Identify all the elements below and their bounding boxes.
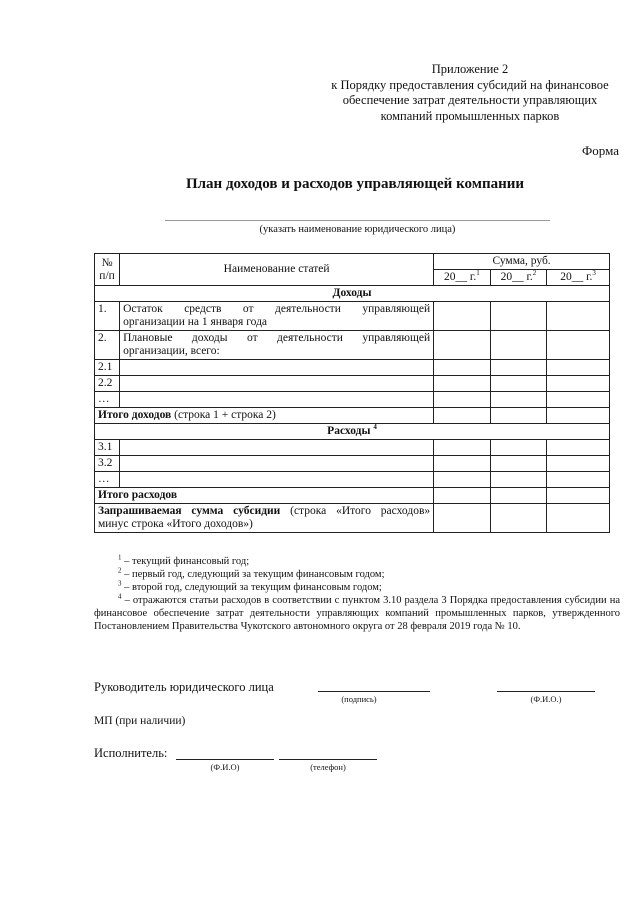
form-label: Форма: [582, 143, 619, 158]
value-cell[interactable]: [434, 360, 491, 376]
value-cell[interactable]: [490, 504, 547, 533]
appendix-header: [300, 62, 640, 124]
requested-subsidy-row: [95, 504, 610, 533]
phone-line[interactable]: [279, 759, 377, 760]
executor-fio-line[interactable]: [176, 759, 274, 760]
row-num: 3.1: [95, 440, 120, 456]
value-cell[interactable]: [547, 408, 610, 424]
signature-caption: (подпись): [341, 694, 377, 704]
row-label[interactable]: [120, 376, 434, 392]
head-fio-caption: (Ф.И.О.): [530, 694, 562, 704]
value-cell[interactable]: [490, 408, 547, 424]
footnote: $^2$ – первый год, следующий за текущим финансовым годом;: [118, 566, 385, 580]
value-cell[interactable]: [490, 392, 547, 408]
value-cell[interactable]: [547, 302, 610, 331]
table-row: [95, 376, 610, 392]
value-cell[interactable]: [490, 472, 547, 488]
total-income-label: Итого доходов (строка 1 + строка 2): [95, 408, 434, 424]
table-row: [95, 456, 610, 472]
value-cell[interactable]: [490, 488, 547, 504]
header-year-2: 20__ г.$^2$: [490, 270, 547, 286]
row-num: 2.1: [95, 360, 120, 376]
value-cell[interactable]: [547, 376, 610, 392]
row-num: …: [95, 472, 120, 488]
row-label[interactable]: [120, 456, 434, 472]
table-row: [95, 472, 610, 488]
value-cell[interactable]: [490, 302, 547, 331]
phone-caption: (телефон): [310, 762, 346, 772]
row-label[interactable]: [120, 472, 434, 488]
value-cell[interactable]: [490, 440, 547, 456]
total-income-row: [95, 408, 610, 424]
footnote: $^1$ – текущий финансовый год;: [118, 553, 250, 567]
value-cell[interactable]: [434, 331, 491, 360]
table-row: [95, 302, 610, 331]
value-cell[interactable]: [490, 331, 547, 360]
value-cell[interactable]: [434, 504, 491, 533]
header-num: № п/п: [95, 254, 120, 286]
row-label: Остаток средств от деятельности управляющей организации на 1 января года: [120, 302, 434, 331]
header-name: Наименование статей: [120, 254, 434, 286]
row-num: 2.: [95, 331, 120, 360]
row-label[interactable]: [120, 392, 434, 408]
value-cell[interactable]: [547, 360, 610, 376]
value-cell[interactable]: [434, 408, 491, 424]
org-name-caption: (указать наименование юридического лица): [259, 224, 456, 235]
executor-fio-caption: (Ф.И.О): [210, 762, 240, 772]
value-cell[interactable]: [434, 392, 491, 408]
page-title: План доходов и расходов управляющей компании: [185, 176, 525, 192]
value-cell[interactable]: [547, 504, 610, 533]
value-cell[interactable]: [490, 376, 547, 392]
expense-section-heading: Расходы $^4$: [95, 424, 610, 440]
footnote: $^4$ – отражаются статьи расходов в соответствии с пунктом 3.10 раздела 3 Порядка предоставления субсидии на финансовое обеспечение затрат деятельности управляющих компаний промышленных парков, утвержденного Постановлением Правительства Чукотского автономного округа от 28 февраля 2019 года № 10.: [94, 592, 620, 632]
row-num: 2.2: [95, 376, 120, 392]
table-row: [95, 331, 610, 360]
table-row: [95, 440, 610, 456]
value-cell[interactable]: [434, 456, 491, 472]
income-expense-table: [94, 253, 610, 533]
value-cell[interactable]: [434, 376, 491, 392]
value-cell[interactable]: [547, 472, 610, 488]
total-expense-label: Итого расходов: [95, 488, 434, 504]
value-cell[interactable]: [490, 456, 547, 472]
appendix-line: Приложение 2: [431, 62, 509, 76]
appendix-line: компаний промышленных парков: [380, 108, 560, 123]
head-label: Руководитель юридического лица: [94, 680, 274, 694]
income-section-heading: Доходы: [95, 286, 610, 302]
value-cell[interactable]: [547, 456, 610, 472]
table-row: [95, 360, 610, 376]
footnotes: [94, 555, 620, 633]
header-year-1: 20__ г.$^1$: [434, 270, 491, 286]
head-fio-line[interactable]: [497, 691, 595, 692]
row-num: 1.: [95, 302, 120, 331]
row-num: 3.2: [95, 456, 120, 472]
value-cell[interactable]: [434, 472, 491, 488]
appendix-line: обеспечение затрат деятельности управляющих: [342, 93, 598, 107]
value-cell[interactable]: [434, 302, 491, 331]
row-num: …: [95, 392, 120, 408]
signature-line[interactable]: [318, 691, 430, 692]
value-cell[interactable]: [547, 440, 610, 456]
header-sum: Сумма, руб.: [434, 254, 610, 270]
executor-label: Исполнитель:: [94, 746, 168, 760]
value-cell[interactable]: [490, 360, 547, 376]
row-label[interactable]: [120, 360, 434, 376]
org-name-line[interactable]: [165, 220, 550, 221]
value-cell[interactable]: [547, 331, 610, 360]
table-row: [95, 392, 610, 408]
stamp-label: МП (при наличии): [94, 715, 186, 727]
requested-subsidy-label: Запрашиваемая сумма субсидии (строка «Итого расходов» минус строка «Итого доходов»): [95, 504, 434, 533]
header-year-3: 20__ г.$^3$: [547, 270, 610, 286]
row-label[interactable]: [120, 440, 434, 456]
value-cell[interactable]: [434, 488, 491, 504]
value-cell[interactable]: [434, 440, 491, 456]
row-label: Плановые доходы от деятельности управляющей организации, всего:: [120, 331, 434, 360]
appendix-line: к Порядку предоставления субсидий на финансовое: [331, 77, 609, 92]
value-cell[interactable]: [547, 392, 610, 408]
total-expense-row: [95, 488, 610, 504]
value-cell[interactable]: [547, 488, 610, 504]
footnote: $^3$ – второй год, следующий за текущим финансовым годом;: [118, 579, 382, 593]
